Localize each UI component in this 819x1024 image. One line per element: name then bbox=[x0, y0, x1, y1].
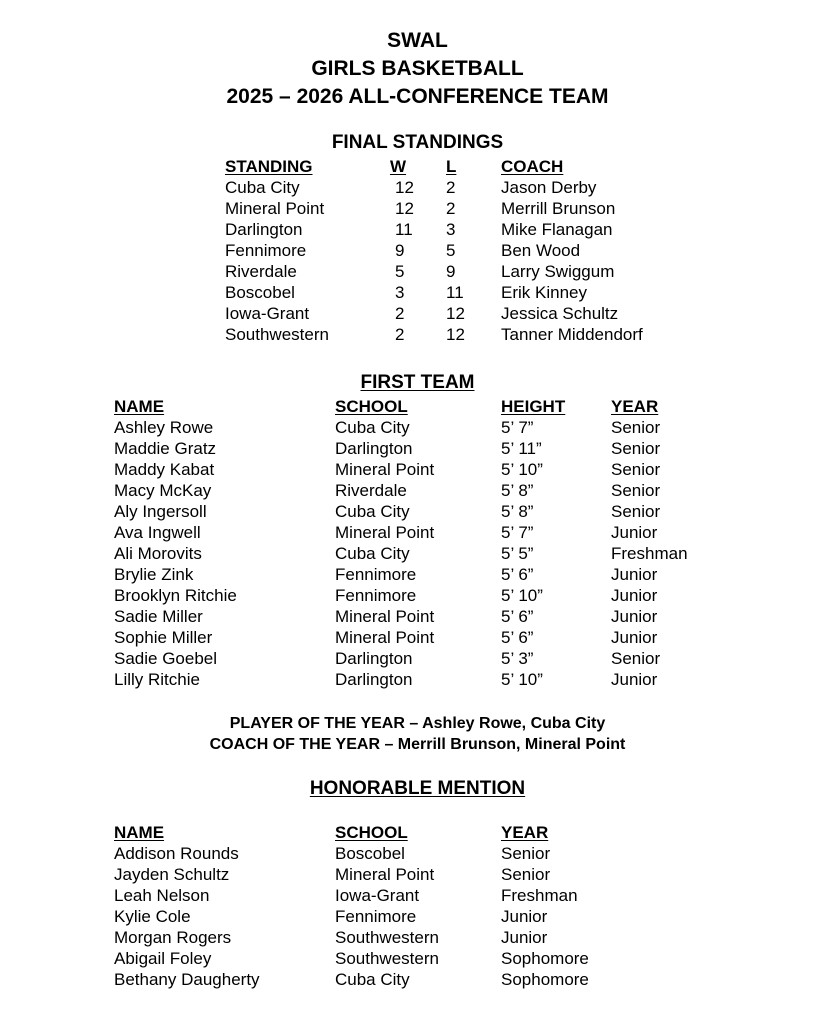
table-row bbox=[0, 843, 819, 864]
player-year: Senior bbox=[611, 502, 661, 521]
standing-coach: Jason Derby bbox=[501, 178, 597, 197]
standing-team: Fennimore bbox=[225, 241, 307, 260]
standing-coach: Larry Swiggum bbox=[501, 262, 615, 281]
standing-coach: Ben Wood bbox=[501, 241, 581, 260]
player-name: Leah Nelson bbox=[114, 886, 210, 905]
standing-team: Cuba City bbox=[225, 178, 300, 197]
standing-team: Darlington bbox=[225, 220, 303, 239]
player-school: Cuba City bbox=[335, 502, 410, 521]
table-row bbox=[0, 543, 819, 564]
player-school: Mineral Point bbox=[335, 607, 435, 626]
standing-wins: 2 bbox=[395, 304, 405, 323]
player-year: Junior bbox=[611, 586, 658, 605]
table-row bbox=[0, 417, 819, 438]
player-year: Senior bbox=[501, 844, 551, 863]
table-row bbox=[0, 282, 819, 303]
standing-losses: 5 bbox=[446, 241, 456, 260]
player-name: Abigail Foley bbox=[114, 949, 212, 968]
player-height: 5’ 10” bbox=[501, 670, 543, 689]
table-row bbox=[0, 927, 819, 948]
coach-of-year: COACH OF THE YEAR – Merrill Brunson, Mineral Point bbox=[209, 736, 626, 753]
standing-wins: 2 bbox=[395, 325, 405, 344]
standing-wins: 9 bbox=[395, 241, 405, 260]
player-school: Mineral Point bbox=[335, 628, 435, 647]
standing-losses: 2 bbox=[446, 199, 456, 218]
standing-losses: 3 bbox=[446, 220, 456, 239]
player-year: Junior bbox=[611, 607, 658, 626]
player-name: Brooklyn Ritchie bbox=[114, 586, 237, 605]
player-name: Morgan Rogers bbox=[114, 928, 232, 947]
player-height: 5’ 10” bbox=[501, 460, 543, 479]
standings-header-row bbox=[0, 156, 819, 177]
standing-losses: 11 bbox=[446, 283, 464, 302]
player-name: Ava Ingwell bbox=[114, 523, 201, 542]
honorable-col-school: SCHOOL bbox=[335, 823, 408, 842]
table-row bbox=[0, 564, 819, 585]
player-height: 5’ 7” bbox=[501, 523, 534, 542]
standings-col-w: W bbox=[390, 157, 407, 176]
standings-col-l: L bbox=[446, 157, 457, 176]
honorable-col-year: YEAR bbox=[501, 823, 549, 842]
table-row bbox=[0, 948, 819, 969]
table-row bbox=[0, 198, 819, 219]
player-height: 5’ 6” bbox=[501, 565, 534, 584]
title-line-3: 2025 – 2026 ALL-CONFERENCE TEAM bbox=[226, 85, 609, 108]
player-name: Kylie Cole bbox=[114, 907, 191, 926]
standing-wins: 3 bbox=[395, 283, 405, 302]
player-of-year: PLAYER OF THE YEAR – Ashley Rowe, Cuba City bbox=[229, 715, 606, 732]
player-year: Senior bbox=[611, 418, 661, 437]
player-year: Senior bbox=[611, 481, 661, 500]
player-name: Ali Morovits bbox=[114, 544, 202, 563]
player-height: 5’ 11” bbox=[501, 439, 542, 458]
player-school: Southwestern bbox=[335, 949, 439, 968]
player-year: Senior bbox=[611, 460, 661, 479]
honorable-mention-title: HONORABLE MENTION bbox=[309, 778, 526, 799]
standing-losses: 12 bbox=[446, 325, 465, 344]
standing-team: Mineral Point bbox=[225, 199, 325, 218]
player-name: Macy McKay bbox=[114, 481, 212, 500]
standing-losses: 2 bbox=[446, 178, 456, 197]
player-year: Senior bbox=[611, 439, 661, 458]
player-name: Bethany Daugherty bbox=[114, 970, 260, 989]
player-name: Jayden Schultz bbox=[114, 865, 230, 884]
table-row bbox=[0, 864, 819, 885]
player-name: Ashley Rowe bbox=[114, 418, 214, 437]
player-year: Sophomore bbox=[501, 949, 589, 968]
player-year: Freshman bbox=[611, 544, 688, 563]
first-team-col-year: YEAR bbox=[611, 397, 659, 416]
standing-wins: 11 bbox=[395, 220, 413, 239]
table-row bbox=[0, 438, 819, 459]
table-row bbox=[0, 669, 819, 690]
standing-team: Southwestern bbox=[225, 325, 329, 344]
player-school: Southwestern bbox=[335, 928, 439, 947]
title-line-1: SWAL bbox=[387, 29, 448, 52]
standing-losses: 9 bbox=[446, 262, 456, 281]
player-school: Cuba City bbox=[335, 418, 410, 437]
first-team-col-height: HEIGHT bbox=[501, 397, 566, 416]
table-row bbox=[0, 585, 819, 606]
player-school: Darlington bbox=[335, 670, 413, 689]
standing-wins: 12 bbox=[395, 199, 414, 218]
table-row bbox=[0, 885, 819, 906]
player-year: Freshman bbox=[501, 886, 578, 905]
standing-coach: Merrill Brunson bbox=[501, 199, 616, 218]
player-school: Cuba City bbox=[335, 970, 410, 989]
player-height: 5’ 6” bbox=[501, 628, 534, 647]
player-school: Mineral Point bbox=[335, 460, 435, 479]
table-row bbox=[0, 648, 819, 669]
player-name: Sophie Miller bbox=[114, 628, 213, 647]
player-height: 5’ 8” bbox=[501, 502, 534, 521]
first-team-header-row bbox=[0, 396, 819, 417]
standing-wins: 5 bbox=[395, 262, 405, 281]
standing-coach: Tanner Middendorf bbox=[501, 325, 643, 344]
table-row bbox=[0, 324, 819, 345]
player-year: Junior bbox=[501, 928, 548, 947]
first-team-col-school: SCHOOL bbox=[335, 397, 408, 416]
table-row bbox=[0, 261, 819, 282]
standings-col-standing: STANDING bbox=[225, 157, 313, 176]
player-year: Junior bbox=[611, 670, 658, 689]
table-row bbox=[0, 969, 819, 990]
player-height: 5’ 5” bbox=[501, 544, 534, 563]
player-school: Fennimore bbox=[335, 586, 417, 605]
player-height: 5’ 3” bbox=[501, 649, 534, 668]
table-row bbox=[0, 606, 819, 627]
table-row bbox=[0, 219, 819, 240]
player-name: Sadie Miller bbox=[114, 607, 203, 626]
honorable-header-row bbox=[0, 822, 819, 843]
standing-team: Boscobel bbox=[225, 283, 295, 302]
standing-wins: 12 bbox=[395, 178, 414, 197]
table-row bbox=[0, 906, 819, 927]
player-year: Junior bbox=[611, 628, 658, 647]
player-height: 5’ 10” bbox=[501, 586, 543, 605]
standings-title: FINAL STANDINGS bbox=[331, 132, 504, 153]
player-school: Mineral Point bbox=[335, 865, 435, 884]
first-team-col-name: NAME bbox=[114, 397, 165, 416]
player-year: Senior bbox=[611, 649, 661, 668]
player-height: 5’ 7” bbox=[501, 418, 534, 437]
player-year: Junior bbox=[501, 907, 548, 926]
player-name: Brylie Zink bbox=[114, 565, 194, 584]
player-year: Senior bbox=[501, 865, 551, 884]
player-height: 5’ 8” bbox=[501, 481, 534, 500]
standing-coach: Jessica Schultz bbox=[501, 304, 619, 323]
player-school: Darlington bbox=[335, 649, 413, 668]
player-year: Junior bbox=[611, 565, 658, 584]
player-school: Cuba City bbox=[335, 544, 410, 563]
player-school: Fennimore bbox=[335, 907, 417, 926]
table-row bbox=[0, 522, 819, 543]
player-name: Sadie Goebel bbox=[114, 649, 218, 668]
standings-col-coach: COACH bbox=[501, 157, 564, 176]
standing-losses: 12 bbox=[446, 304, 465, 323]
player-school: Iowa-Grant bbox=[335, 886, 420, 905]
player-year: Junior bbox=[611, 523, 658, 542]
player-height: 5’ 6” bbox=[501, 607, 534, 626]
player-school: Darlington bbox=[335, 439, 413, 458]
player-name: Maddie Gratz bbox=[114, 439, 217, 458]
player-school: Riverdale bbox=[335, 481, 407, 500]
standing-team: Riverdale bbox=[225, 262, 297, 281]
standing-coach: Erik Kinney bbox=[501, 283, 587, 302]
player-year: Sophomore bbox=[501, 970, 589, 989]
standing-coach: Mike Flanagan bbox=[501, 220, 613, 239]
player-school: Mineral Point bbox=[335, 523, 435, 542]
player-name: Aly Ingersoll bbox=[114, 502, 207, 521]
table-row bbox=[0, 501, 819, 522]
player-name: Maddy Kabat bbox=[114, 460, 215, 479]
table-row bbox=[0, 177, 819, 198]
player-school: Fennimore bbox=[335, 565, 417, 584]
table-row bbox=[0, 480, 819, 501]
table-row bbox=[0, 240, 819, 261]
player-name: Lilly Ritchie bbox=[114, 670, 200, 689]
table-row bbox=[0, 627, 819, 648]
first-team-title: FIRST TEAM bbox=[360, 372, 475, 393]
table-row bbox=[0, 303, 819, 324]
title-line-2: GIRLS BASKETBALL bbox=[311, 57, 524, 80]
player-name: Addison Rounds bbox=[114, 844, 239, 863]
standing-team: Iowa-Grant bbox=[225, 304, 310, 323]
player-school: Boscobel bbox=[335, 844, 405, 863]
table-row bbox=[0, 459, 819, 480]
honorable-col-name: NAME bbox=[114, 823, 165, 842]
